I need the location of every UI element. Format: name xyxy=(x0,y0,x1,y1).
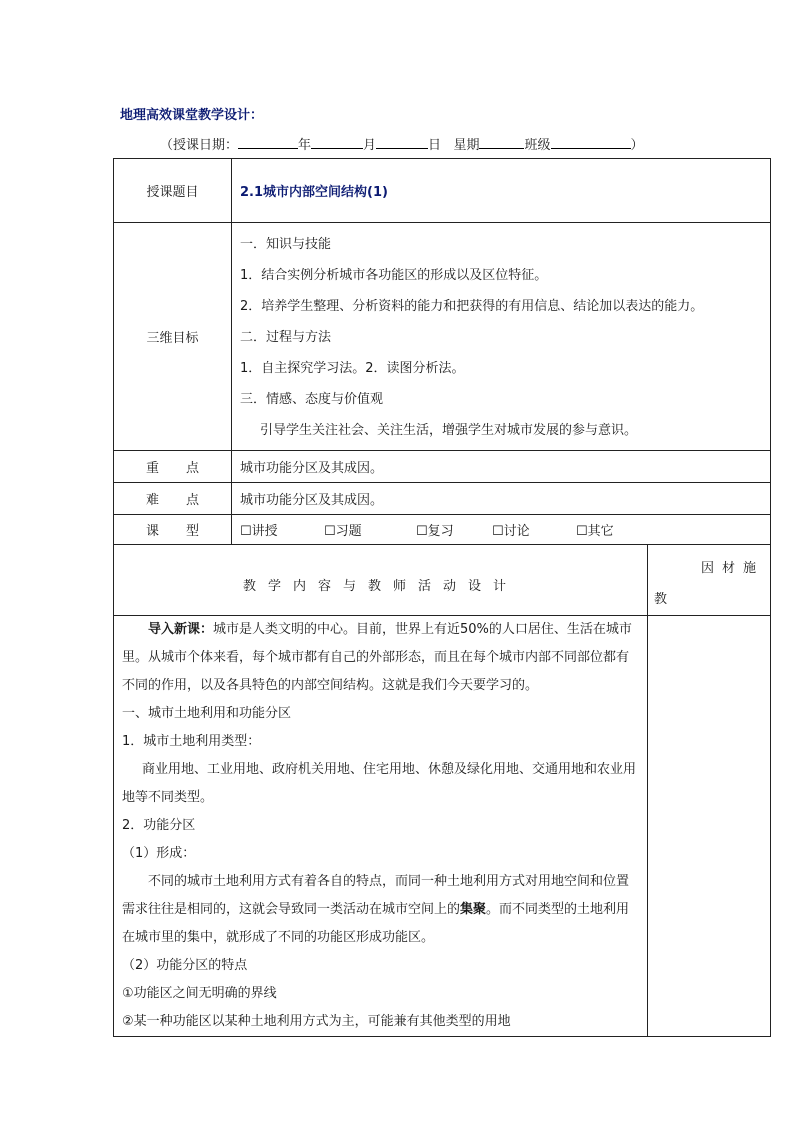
intro-label: 导入新课： xyxy=(148,622,214,637)
paragraph: 商业用地、工业用地、政府机关用地、住宅用地、休憩及绿化用地、交通用地和农业用地等不同类型。 xyxy=(122,762,637,805)
goal-heading-process: 二．过程与方法 xyxy=(240,330,332,345)
document-title: 地理高效课堂教学设计： xyxy=(120,108,264,123)
date-suffix: ） xyxy=(630,138,644,153)
year-label: 年 xyxy=(298,138,312,153)
list-item: 2．功能分区 xyxy=(122,818,196,833)
key-point-label: 重 点 xyxy=(114,451,232,483)
type-option-review[interactable]: ☐复习 xyxy=(416,524,454,539)
goal-heading-emotion: 三．情感、态度与价值观 xyxy=(240,392,384,407)
sub-heading: （2）功能分区的特点 xyxy=(122,958,248,973)
list-item: ①功能区之间无明确的界线 xyxy=(122,986,277,1001)
date-line xyxy=(160,134,644,153)
difficulty-value: 城市功能分区及其成因。 xyxy=(232,483,771,515)
goal-item: 1．结合实例分析城市各功能区的形成以及区位特征。 xyxy=(240,268,548,283)
month-label: 月 xyxy=(363,138,377,153)
class-label: 班级 xyxy=(524,138,551,153)
month-blank xyxy=(311,136,363,149)
day-blank xyxy=(376,136,428,149)
lesson-type-options xyxy=(232,515,771,545)
difficulty-label: 难 点 xyxy=(114,483,232,515)
list-item: ②某一种功能区以某种土地利用方式为主，可能兼有其他类型的用地 xyxy=(122,1014,511,1029)
sub-heading: （1）形成： xyxy=(122,846,196,861)
intro-paragraph: 导入新课：城市是人类文明的中心。目前，世界上有近50%的人口居住、生活在城市里。从城市个体来看，每个城市都有自己的外部形态，而且在每个城市内部不同部位都有不同的作用，以及各具特色的内部空间结构。这就是我们今天要学习的。 xyxy=(122,622,632,693)
goals-cell xyxy=(232,223,771,451)
list-item: 1．城市土地利用类型： xyxy=(122,734,261,749)
subject-value: 2.1城市内部空间结构(1) xyxy=(232,159,771,223)
differentiation-header: 因材施 教 xyxy=(648,545,771,616)
week-label: 星期 xyxy=(453,138,480,153)
differentiation-cell xyxy=(648,616,771,1037)
content-body xyxy=(114,616,648,1037)
class-blank xyxy=(551,136,631,149)
goal-heading-knowledge: 一．知识与技能 xyxy=(240,237,332,252)
key-point-value: 城市功能分区及其成因。 xyxy=(232,451,771,483)
day-label: 日 xyxy=(428,138,442,153)
section-heading: 一、城市土地利用和功能分区 xyxy=(122,706,292,721)
date-prefix: （授课日期： xyxy=(160,138,239,153)
lesson-type-label: 课 型 xyxy=(114,515,232,545)
subject-label: 授课题目 xyxy=(114,159,232,223)
emphasis-term: 集聚 xyxy=(460,902,487,917)
goals-label: 三维目标 xyxy=(114,223,232,451)
week-blank xyxy=(479,136,524,149)
content-header: 教学内容与教师活动设计 xyxy=(114,545,648,616)
type-option-other[interactable]: ☐其它 xyxy=(576,524,614,539)
type-option-discussion[interactable]: ☐讨论 xyxy=(492,524,530,539)
goal-item: 1．自主探究学习法。2．读图分析法。 xyxy=(240,361,465,376)
lesson-plan-table xyxy=(113,158,770,1037)
goal-item: 2．培养学生整理、分析资料的能力和把获得的有用信息、结论加以表达的能力。 xyxy=(240,299,704,314)
paragraph: 不同的城市土地利用方式有着各自的特点，而同一种土地利用方式对用地空间和位置需求往往是相同的，这就会导致同一类活动在城市空间上的集聚。而不同类型的土地利用在城市里的集中，就形成了不同的功能区形成功能区。 xyxy=(122,874,630,945)
type-option-lecture[interactable]: ☐讲授 xyxy=(240,524,278,539)
type-option-exercise[interactable]: ☐习题 xyxy=(324,524,362,539)
goal-item: 引导学生关注社会、关注生活，增强学生对城市发展的参与意识。 xyxy=(260,423,638,438)
year-blank xyxy=(238,136,298,149)
